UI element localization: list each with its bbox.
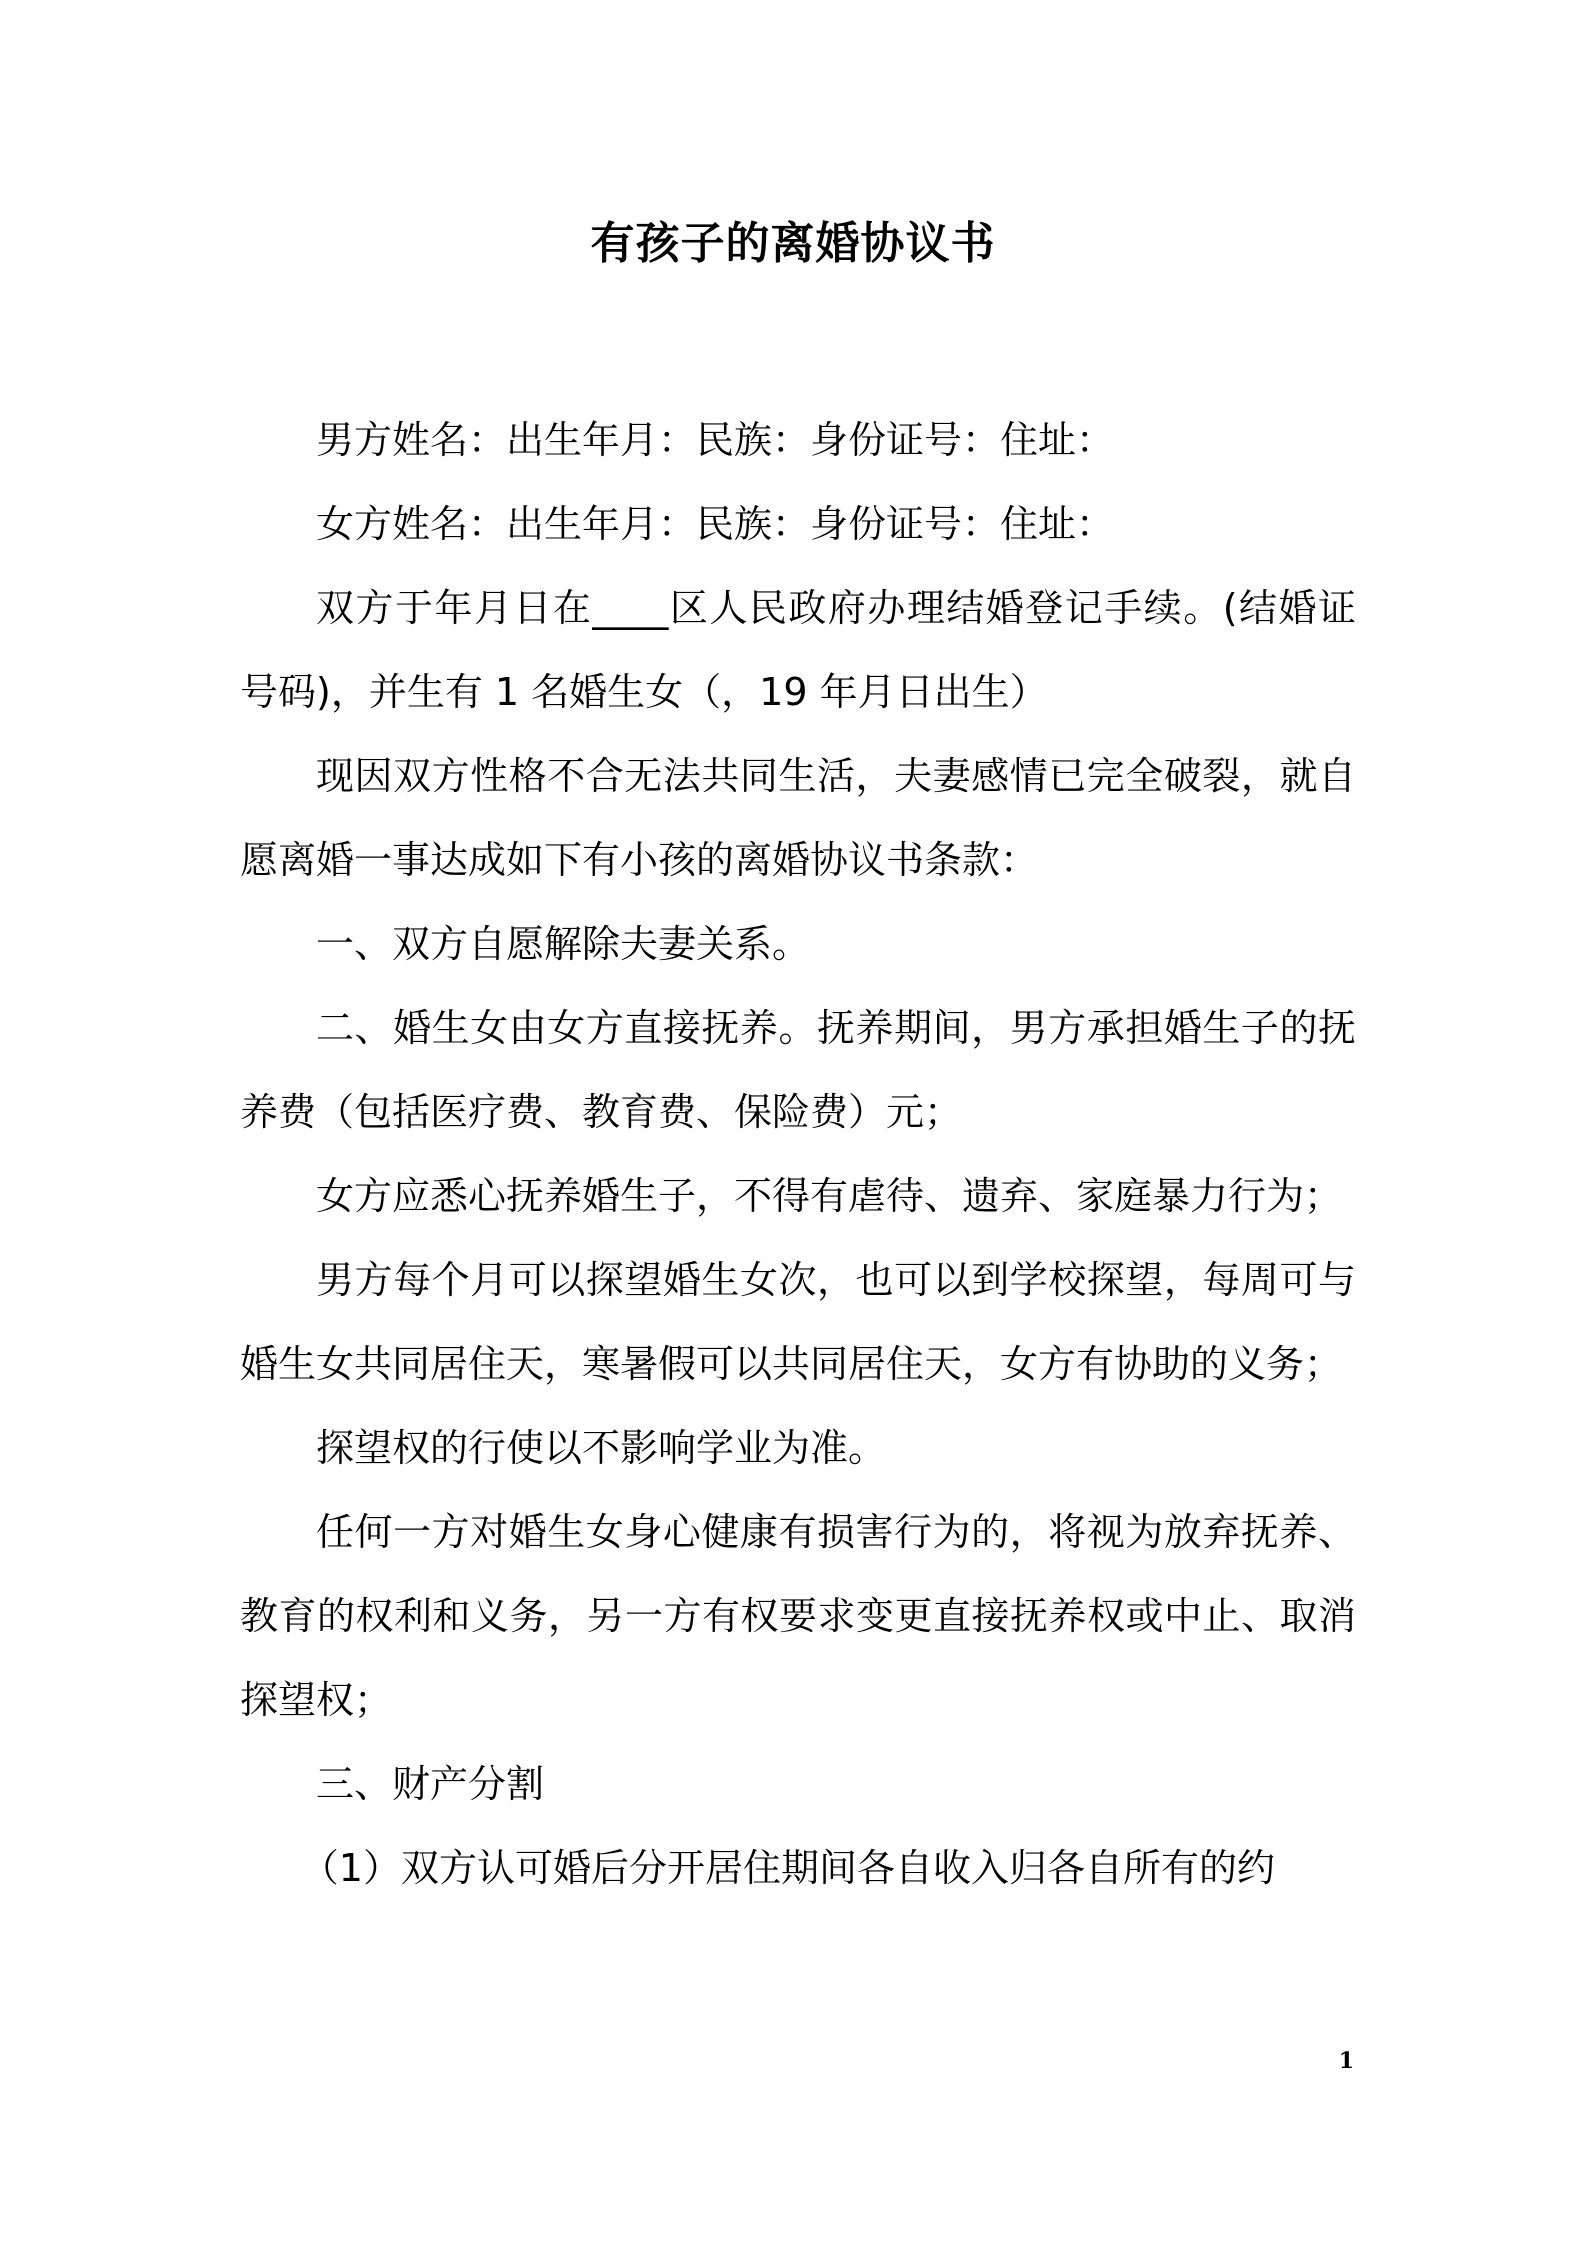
clause-three-item-1: （1）双方认可婚后分开居住期间各自收入归各自所有的约 <box>300 1846 1275 1890</box>
paragraph-male-info: 男方姓名：出生年月：民族：身份证号：住址： <box>316 418 1115 462</box>
paragraph-marriage-registration: 双方于年月日在____区人民政府办理结婚登记手续。(结婚证号码)，并生有 1 名婚生女（，19 年月日出生） <box>240 586 1356 714</box>
clause-two: 二、婚生女由女方直接抚养。抚养期间，男方承担婚生子的抚养费（包括医疗费、教育费、保险费）元； <box>240 1006 1356 1134</box>
paragraph-female-info: 女方姓名：出生年月：民族：身份证号：住址： <box>316 502 1115 546</box>
paragraph-reason: 现因双方性格不合无法共同生活，夫妻感情已完全破裂，就自愿离婚一事达成如下有小孩的离婚协议书条款： <box>240 754 1356 882</box>
paragraph-harm-clause: 任何一方对婚生女身心健康有损害行为的，将视为放弃抚养、教育的权利和义务，另一方有权要求变更直接抚养权或中止、取消探望权； <box>240 1510 1356 1722</box>
clause-one: 一、双方自愿解除夫妻关系。 <box>316 922 811 966</box>
document-title: 有孩子的离婚协议书 <box>590 218 996 269</box>
paragraph-visitation: 男方每个月可以探望婚生女次，也可以到学校探望，每周可与婚生女共同居住天，寒暑假可以共同居住天，女方有协助的义务； <box>240 1258 1356 1386</box>
paragraph-visitation-rule: 探望权的行使以不影响学业为准。 <box>316 1426 887 1470</box>
clause-three-heading: 三、财产分割 <box>316 1762 545 1806</box>
document-body <box>240 398 1356 1910</box>
paragraph-female-duty: 女方应悉心抚养婚生子，不得有虐待、遗弃、家庭暴力行为； <box>316 1174 1343 1218</box>
page-number: 1 <box>1338 2048 1354 2074</box>
